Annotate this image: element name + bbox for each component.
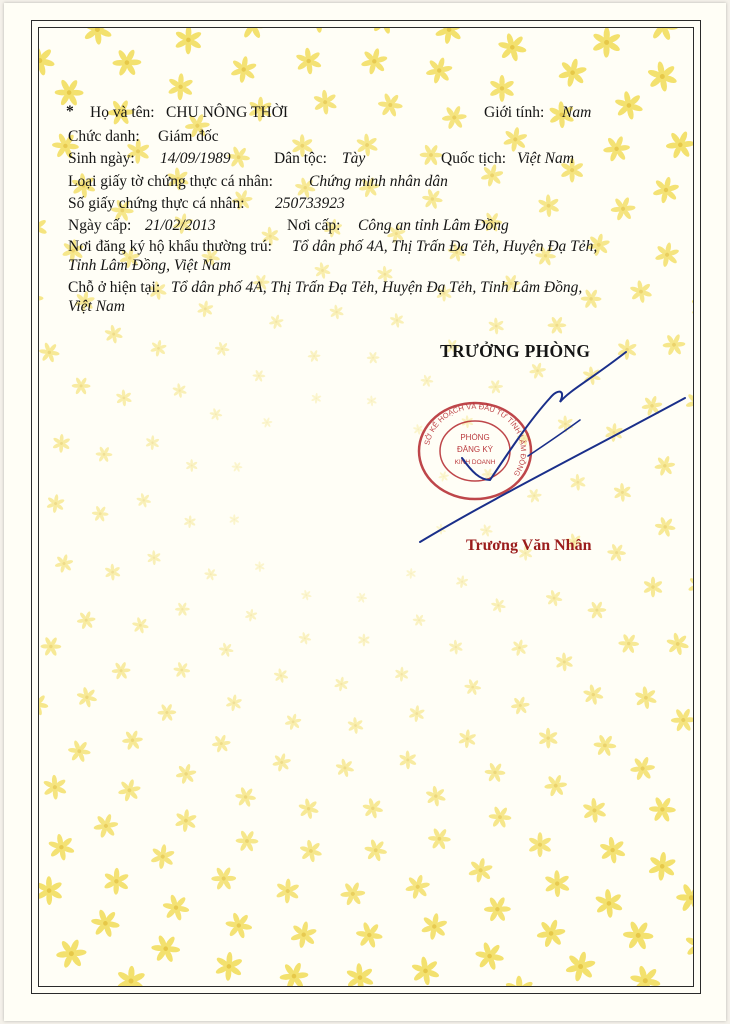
issue-place-value: Công an tỉnh Lâm Đồng xyxy=(358,217,509,234)
idnum-label: Số giấy chứng thực cá nhân: xyxy=(68,195,245,212)
dob-value: 14/09/1989 xyxy=(160,150,231,167)
position-label: Chức danh: xyxy=(68,128,140,145)
position-value: Giám đốc xyxy=(158,128,219,145)
dob-label: Sinh ngày: xyxy=(68,150,135,167)
idnum-value: 250733923 xyxy=(275,195,345,212)
signer-title: TRƯỞNG PHÒNG xyxy=(440,341,591,361)
perm-residence-label: Nơi đăng ký hộ khẩu thường trú: xyxy=(68,238,272,255)
bullet-star: * xyxy=(66,103,74,120)
perm-residence-value-2: Tỉnh Lâm Đồng, Việt Nam xyxy=(68,257,231,274)
stamp-center-line1: PHÒNG xyxy=(460,433,490,442)
current-residence-label: Chỗ ở hiện tại: xyxy=(68,279,161,296)
current-residence-value-1: Tổ dân phố 4A, Thị Trấn Đạ Tẻh, Huyện Đạ Tẻh, Tỉnh Lâm Đồng, xyxy=(171,279,583,296)
handwritten-signature xyxy=(400,340,700,550)
issue-place-label: Nơi cấp: xyxy=(287,217,341,234)
nationality-value: Việt Nam xyxy=(517,150,574,167)
nationality-label: Quốc tịch: xyxy=(441,150,506,167)
ethnic-label: Dân tộc: xyxy=(274,150,327,167)
signer-name: Trương Văn Nhân xyxy=(466,537,592,554)
perm-residence-value-1: Tổ dân phố 4A, Thị Trấn Đạ Tẻh, Huyện Đạ Tẻh, xyxy=(292,238,598,255)
issue-date-value: 21/02/2013 xyxy=(145,217,216,234)
current-residence-value-2: Việt Nam xyxy=(68,298,125,315)
name-label: Họ và tên: xyxy=(90,104,155,121)
gender-value: Nam xyxy=(562,104,592,121)
stamp-center-line3: KINH DOANH xyxy=(454,459,496,466)
ethnic-value: Tày xyxy=(342,150,366,167)
idtype-value: Chứng minh nhân dân xyxy=(309,173,448,190)
gender-label: Giới tính: xyxy=(484,104,545,121)
stamp-center-line2: ĐĂNG KÝ xyxy=(456,445,494,454)
name-value: CHU NÔNG THỜI xyxy=(166,104,288,121)
issue-date-label: Ngày cấp: xyxy=(68,217,132,234)
stamp-ring-text: SỞ KẾ HOẠCH VÀ ĐẦU TƯ TỈNH LÂM ĐỒNG xyxy=(422,401,529,479)
idtype-label: Loại giấy tờ chứng thực cá nhân: xyxy=(68,173,273,190)
